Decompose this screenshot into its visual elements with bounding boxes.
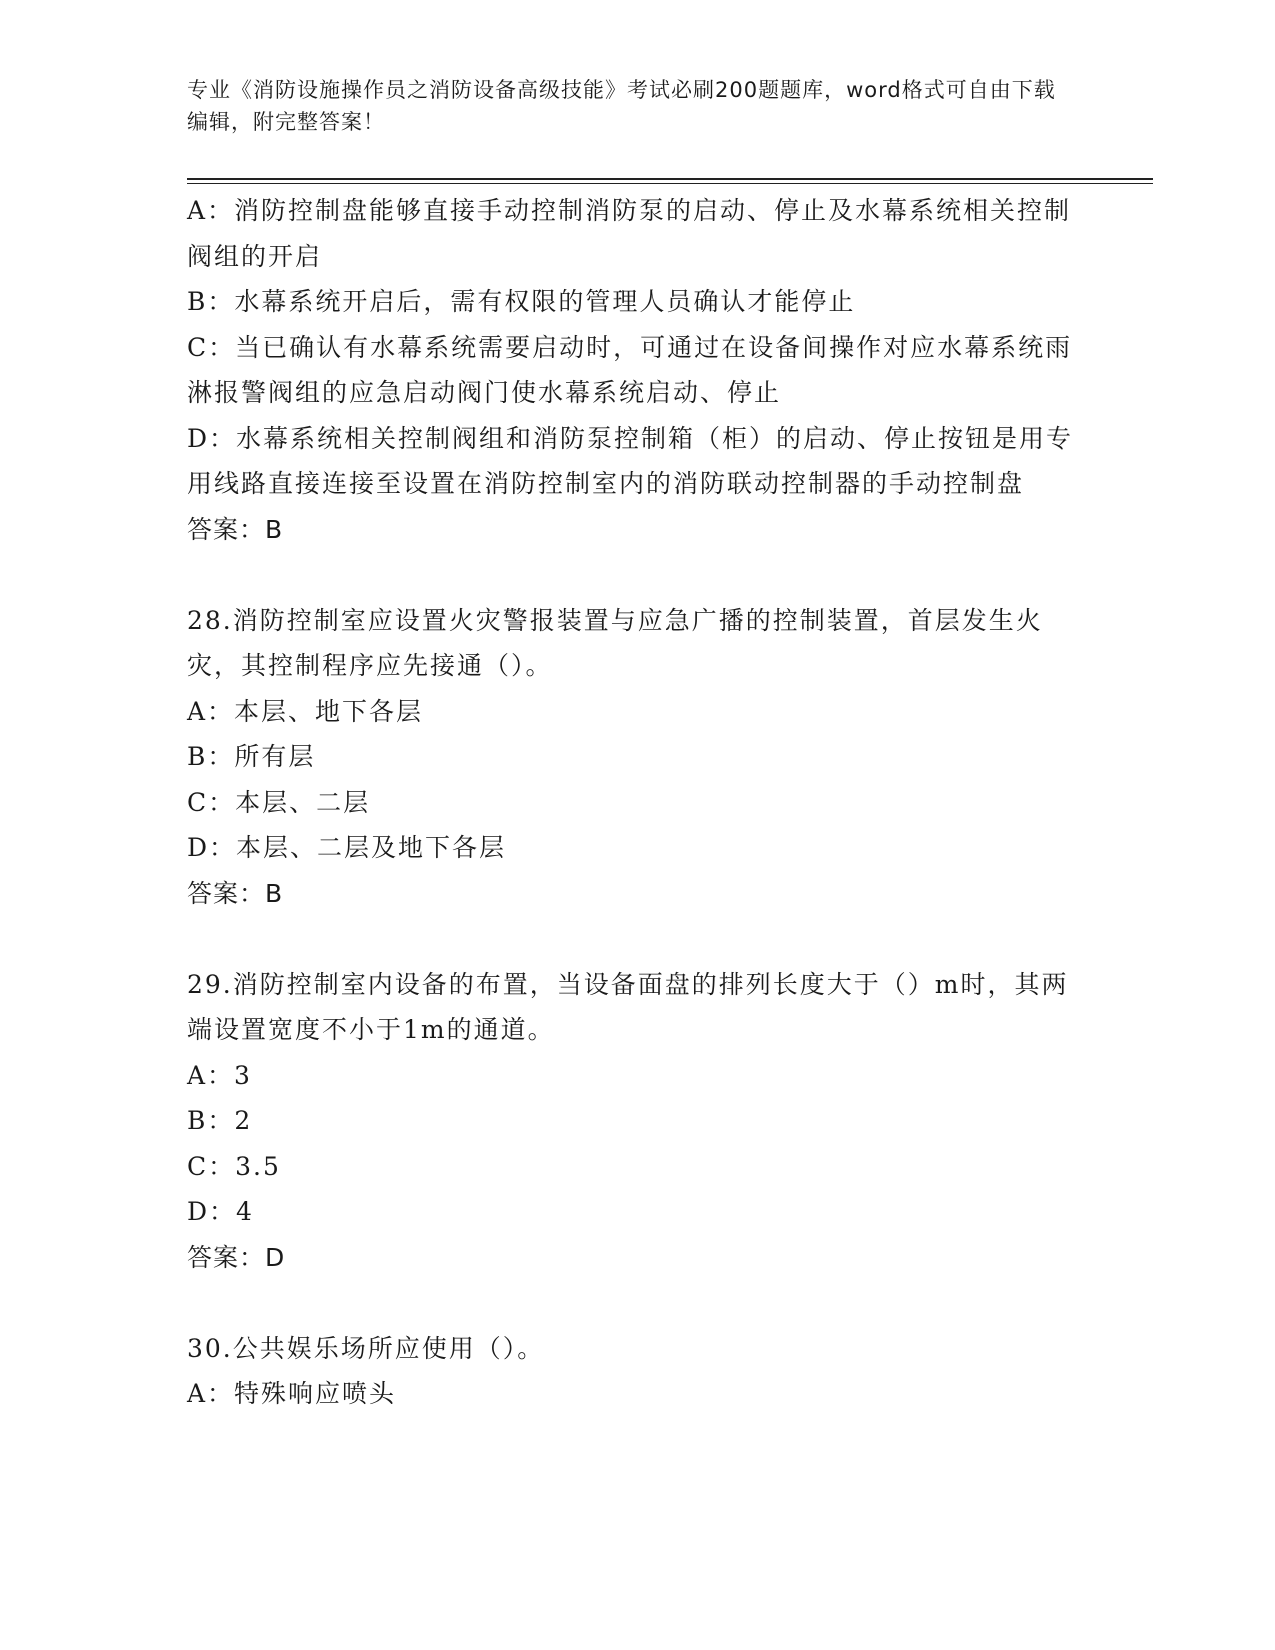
q27-option-a: A：消防控制盘能够直接手动控制消防泵的启动、停止及水幕系统相关控制阀组的开启 [187,196,1072,271]
q30-option-a: A：特殊响应喷头 [187,1379,397,1408]
q28-option-a: A：本层、地下各层 [187,696,424,726]
header-rule-thin [187,183,1153,184]
q27-option-d: D：水幕系统相关控制阀组和消防泵控制箱（柜）的启动、停止按钮是用专用线路直接连接至设置在消防控制室内的消防联动控制器的手动控制盘 [187,423,1074,498]
q29-option-d: D：4 [187,1197,254,1226]
q27-option-b: B：水幕系统开启后，需有权限的管理人员确认才能停止 [187,287,856,316]
question-29 [187,962,1077,1281]
q28-option-b: B：所有层 [187,742,316,771]
q28-question: 28.消防控制室应设置火灾警报装置与应急广播的控制装置，首层发生火灾，其控制程序应先接通（）。 [187,605,1043,680]
q29-option-c: C：3.5 [187,1151,281,1181]
q29-answer: 答案：D [187,1242,286,1272]
q28-option-d: D：本层、二层及地下各层 [187,833,507,862]
header-rule-thick [187,178,1153,180]
q29-option-a: A：3 [187,1060,252,1090]
header-title: 专业《消防设施操作员之消防设备高级技能》考试必刷200题题库，word格式可自由下载编辑，附完整答案！ [187,78,1056,134]
page-header [187,74,1067,138]
q29-option-b: B：2 [187,1106,253,1135]
question-28 [187,598,1077,917]
question-27 [187,188,1077,552]
question-content [187,188,1077,1417]
spacer [187,1280,1077,1326]
q29-question: 29.消防控制室内设备的布置，当设备面盘的排列长度大于（）m时，其两端设置宽度不小于1m的通道。 [187,969,1069,1044]
q28-option-c: C：本层、二层 [187,787,371,817]
spacer [187,916,1077,962]
spacer [187,552,1077,598]
q28-answer: 答案：B [187,878,284,908]
q27-answer: 答案：B [187,514,284,544]
q30-question: 30.公共娱乐场所应使用（）。 [187,1333,545,1363]
question-30 [187,1326,1077,1417]
q27-option-c: C：当已确认有水幕系统需要启动时，可通过在设备间操作对应水幕系统雨淋报警阀组的应急启动阀门使水幕系统启动、停止 [187,332,1073,407]
